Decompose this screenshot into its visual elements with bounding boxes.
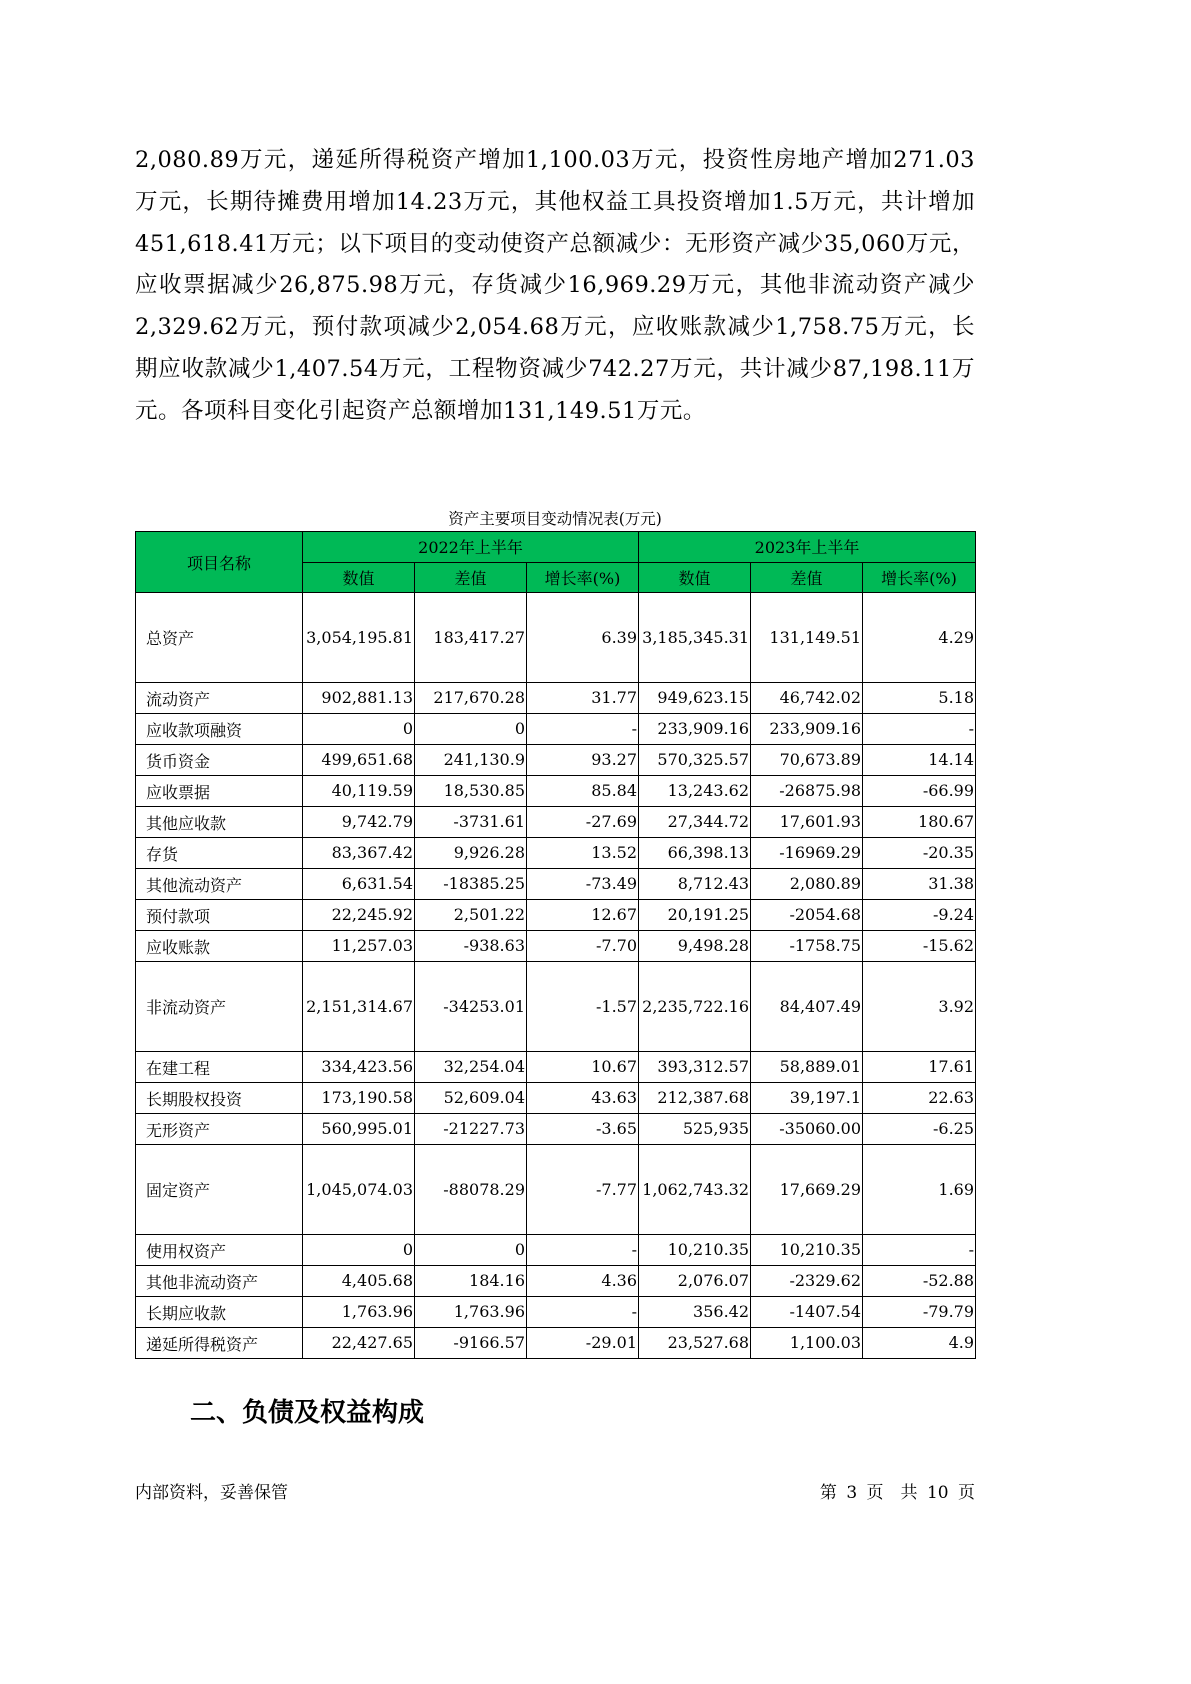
cell-item-name: 流动资产 — [136, 683, 303, 714]
cell-item-name: 非流动资产 — [136, 962, 303, 1052]
cell-growth-2022: - — [527, 1235, 639, 1266]
cell-growth-2023: -79.79 — [863, 1297, 976, 1328]
table-row — [136, 776, 976, 807]
cell-growth-2022: 6.39 — [527, 593, 639, 683]
cell-growth-2022: 10.67 — [527, 1052, 639, 1083]
table-row — [136, 683, 976, 714]
cell-growth-2023: 17.61 — [863, 1052, 976, 1083]
table-caption: 资产主要项目变动情况表(万元) — [448, 510, 662, 528]
cell-diff-2022: -9166.57 — [415, 1328, 527, 1359]
cell-value-2022: 11,257.03 — [303, 931, 415, 962]
header-period-2023: 2023年上半年 — [639, 532, 976, 563]
cell-item-name: 应收票据 — [136, 776, 303, 807]
cell-value-2023: 393,312.57 — [639, 1052, 751, 1083]
table-row — [136, 869, 976, 900]
cell-item-name: 长期股权投资 — [136, 1083, 303, 1114]
cell-growth-2022: -29.01 — [527, 1328, 639, 1359]
cell-diff-2022: 52,609.04 — [415, 1083, 527, 1114]
table-row — [136, 807, 976, 838]
table-row — [136, 1083, 976, 1114]
cell-diff-2023: -1407.54 — [751, 1297, 863, 1328]
subheader-diff: 差值 — [415, 562, 527, 593]
cell-diff-2023: 84,407.49 — [751, 962, 863, 1052]
cell-growth-2023: -15.62 — [863, 931, 976, 962]
cell-value-2022: 0 — [303, 1235, 415, 1266]
header-item-name: 项目名称 — [136, 532, 303, 593]
cell-growth-2022: 93.27 — [527, 745, 639, 776]
cell-item-name: 无形资产 — [136, 1114, 303, 1145]
table-header-row — [136, 532, 976, 563]
cell-growth-2023: 22.63 — [863, 1083, 976, 1114]
cell-item-name: 在建工程 — [136, 1052, 303, 1083]
cell-growth-2022: 31.77 — [527, 683, 639, 714]
cell-growth-2022: -27.69 — [527, 807, 639, 838]
footer-page-number: 第 3 页 共 10 页 — [819, 1483, 975, 1503]
cell-diff-2022: 9,926.28 — [415, 838, 527, 869]
cell-value-2022: 4,405.68 — [303, 1266, 415, 1297]
cell-item-name: 递延所得税资产 — [136, 1328, 303, 1359]
cell-diff-2023: 233,909.16 — [751, 714, 863, 745]
cell-diff-2022: 241,130.9 — [415, 745, 527, 776]
cell-growth-2022: -73.49 — [527, 869, 639, 900]
cell-value-2023: 570,325.57 — [639, 745, 751, 776]
cell-item-name: 其他非流动资产 — [136, 1266, 303, 1297]
cell-value-2023: 212,387.68 — [639, 1083, 751, 1114]
table-row — [136, 745, 976, 776]
cell-item-name: 应收款项融资 — [136, 714, 303, 745]
cell-diff-2023: 131,149.51 — [751, 593, 863, 683]
cell-value-2023: 2,076.07 — [639, 1266, 751, 1297]
cell-growth-2023: - — [863, 714, 976, 745]
cell-diff-2022: -34253.01 — [415, 962, 527, 1052]
body-paragraph: 2,080.89万元，递延所得税资产增加1,100.03万元，投资性房地产增加271.03万元，长期待摊费用增加14.23万元，其他权益工具投资增加1.5万元，共计增加451,618.41万元；以下项目的变动使资产总额减少：无形资产减少35,060万元，应收票据减少26,875.98万元，存货减少16,969.29万元，其他非流动资产减少2,329.62万元，预付款项减少2,054.68万元，应收账款减少1,758.75万元，长期应收款减少1,407.54万元，工程物资减少742.27万元，共计减少87,198.11万元。各项科目变化引起资产总额增加131,149.51万元。 — [135, 147, 975, 424]
cell-item-name: 其他流动资产 — [136, 869, 303, 900]
cell-growth-2023: 3.92 — [863, 962, 976, 1052]
cell-growth-2022: 43.63 — [527, 1083, 639, 1114]
cell-value-2022: 560,995.01 — [303, 1114, 415, 1145]
cell-value-2023: 66,398.13 — [639, 838, 751, 869]
cell-diff-2023: 70,673.89 — [751, 745, 863, 776]
cell-diff-2022: 217,670.28 — [415, 683, 527, 714]
table-row — [136, 1328, 976, 1359]
cell-growth-2023: - — [863, 1235, 976, 1266]
cell-value-2022: 40,119.59 — [303, 776, 415, 807]
cell-value-2023: 2,235,722.16 — [639, 962, 751, 1052]
cell-item-name: 使用权资产 — [136, 1235, 303, 1266]
cell-item-name: 货币资金 — [136, 745, 303, 776]
cell-growth-2023: -9.24 — [863, 900, 976, 931]
cell-value-2023: 1,062,743.32 — [639, 1145, 751, 1235]
table-row — [136, 1114, 976, 1145]
table-row — [136, 1145, 976, 1235]
table-row — [136, 1266, 976, 1297]
table-row — [136, 1297, 976, 1328]
cell-growth-2022: -7.70 — [527, 931, 639, 962]
cell-growth-2023: 1.69 — [863, 1145, 976, 1235]
table-row — [136, 931, 976, 962]
cell-growth-2023: 180.67 — [863, 807, 976, 838]
cell-diff-2023: 17,601.93 — [751, 807, 863, 838]
cell-value-2023: 525,935 — [639, 1114, 751, 1145]
cell-diff-2023: -2054.68 — [751, 900, 863, 931]
cell-growth-2023: -66.99 — [863, 776, 976, 807]
table-row — [136, 962, 976, 1052]
cell-value-2022: 22,245.92 — [303, 900, 415, 931]
cell-value-2023: 10,210.35 — [639, 1235, 751, 1266]
cell-growth-2023: 4.9 — [863, 1328, 976, 1359]
cell-value-2022: 499,651.68 — [303, 745, 415, 776]
cell-growth-2022: 4.36 — [527, 1266, 639, 1297]
cell-value-2023: 233,909.16 — [639, 714, 751, 745]
cell-value-2022: 9,742.79 — [303, 807, 415, 838]
cell-growth-2023: -52.88 — [863, 1266, 976, 1297]
cell-value-2023: 3,185,345.31 — [639, 593, 751, 683]
cell-value-2023: 20,191.25 — [639, 900, 751, 931]
cell-value-2023: 27,344.72 — [639, 807, 751, 838]
cell-value-2022: 173,190.58 — [303, 1083, 415, 1114]
cell-diff-2022: 1,763.96 — [415, 1297, 527, 1328]
subheader-growth: 增长率(%) — [527, 562, 639, 593]
header-period-2022: 2022年上半年 — [303, 532, 639, 563]
cell-value-2023: 8,712.43 — [639, 869, 751, 900]
cell-diff-2023: 2,080.89 — [751, 869, 863, 900]
cell-value-2022: 3,054,195.81 — [303, 593, 415, 683]
cell-item-name: 预付款项 — [136, 900, 303, 931]
cell-diff-2023: 17,669.29 — [751, 1145, 863, 1235]
cell-growth-2023: -20.35 — [863, 838, 976, 869]
cell-value-2022: 1,763.96 — [303, 1297, 415, 1328]
cell-diff-2023: 58,889.01 — [751, 1052, 863, 1083]
cell-value-2022: 6,631.54 — [303, 869, 415, 900]
subheader-value: 数值 — [303, 562, 415, 593]
subheader-growth: 增长率(%) — [863, 562, 976, 593]
cell-diff-2022: -938.63 — [415, 931, 527, 962]
cell-value-2023: 13,243.62 — [639, 776, 751, 807]
cell-value-2022: 22,427.65 — [303, 1328, 415, 1359]
footer-confidential-note: 内部资料，妥善保管 — [135, 1483, 288, 1503]
cell-diff-2022: -18385.25 — [415, 869, 527, 900]
cell-value-2022: 334,423.56 — [303, 1052, 415, 1083]
cell-item-name: 存货 — [136, 838, 303, 869]
cell-value-2022: 1,045,074.03 — [303, 1145, 415, 1235]
cell-growth-2022: -1.57 — [527, 962, 639, 1052]
cell-growth-2022: -7.77 — [527, 1145, 639, 1235]
cell-diff-2023: 1,100.03 — [751, 1328, 863, 1359]
cell-value-2022: 2,151,314.67 — [303, 962, 415, 1052]
cell-diff-2022: 184.16 — [415, 1266, 527, 1297]
section-heading: 二、负债及权益构成 — [190, 1398, 425, 1428]
cell-growth-2022: - — [527, 714, 639, 745]
table-row — [136, 1052, 976, 1083]
table-row — [136, 1235, 976, 1266]
table-row — [136, 900, 976, 931]
cell-value-2023: 9,498.28 — [639, 931, 751, 962]
cell-diff-2023: -26875.98 — [751, 776, 863, 807]
cell-diff-2023: -35060.00 — [751, 1114, 863, 1145]
cell-growth-2023: 31.38 — [863, 869, 976, 900]
cell-item-name: 长期应收款 — [136, 1297, 303, 1328]
cell-diff-2022: 2,501.22 — [415, 900, 527, 931]
cell-diff-2023: -2329.62 — [751, 1266, 863, 1297]
cell-diff-2022: -21227.73 — [415, 1114, 527, 1145]
cell-value-2022: 0 — [303, 714, 415, 745]
cell-diff-2022: 0 — [415, 714, 527, 745]
cell-value-2023: 23,527.68 — [639, 1328, 751, 1359]
cell-growth-2022: - — [527, 1297, 639, 1328]
cell-item-name: 其他应收款 — [136, 807, 303, 838]
cell-growth-2022: 13.52 — [527, 838, 639, 869]
cell-growth-2023: 4.29 — [863, 593, 976, 683]
cell-diff-2023: 39,197.1 — [751, 1083, 863, 1114]
cell-diff-2023: -1758.75 — [751, 931, 863, 962]
cell-diff-2023: 10,210.35 — [751, 1235, 863, 1266]
cell-item-name: 总资产 — [136, 593, 303, 683]
asset-change-table — [135, 531, 976, 1359]
cell-diff-2023: 46,742.02 — [751, 683, 863, 714]
cell-growth-2023: 5.18 — [863, 683, 976, 714]
table-row — [136, 714, 976, 745]
cell-diff-2022: 183,417.27 — [415, 593, 527, 683]
cell-diff-2022: -88078.29 — [415, 1145, 527, 1235]
table-row — [136, 593, 976, 683]
cell-growth-2022: 85.84 — [527, 776, 639, 807]
cell-item-name: 应收账款 — [136, 931, 303, 962]
cell-value-2022: 902,881.13 — [303, 683, 415, 714]
cell-value-2022: 83,367.42 — [303, 838, 415, 869]
cell-growth-2022: -3.65 — [527, 1114, 639, 1145]
cell-item-name: 固定资产 — [136, 1145, 303, 1235]
cell-diff-2022: 32,254.04 — [415, 1052, 527, 1083]
cell-growth-2023: 14.14 — [863, 745, 976, 776]
cell-diff-2022: 0 — [415, 1235, 527, 1266]
cell-diff-2022: -3731.61 — [415, 807, 527, 838]
subheader-value: 数值 — [639, 562, 751, 593]
cell-growth-2023: -6.25 — [863, 1114, 976, 1145]
table-body — [136, 593, 976, 1359]
subheader-diff: 差值 — [751, 562, 863, 593]
cell-diff-2023: -16969.29 — [751, 838, 863, 869]
cell-diff-2022: 18,530.85 — [415, 776, 527, 807]
table-row — [136, 838, 976, 869]
cell-value-2023: 949,623.15 — [639, 683, 751, 714]
cell-growth-2022: 12.67 — [527, 900, 639, 931]
cell-value-2023: 356.42 — [639, 1297, 751, 1328]
